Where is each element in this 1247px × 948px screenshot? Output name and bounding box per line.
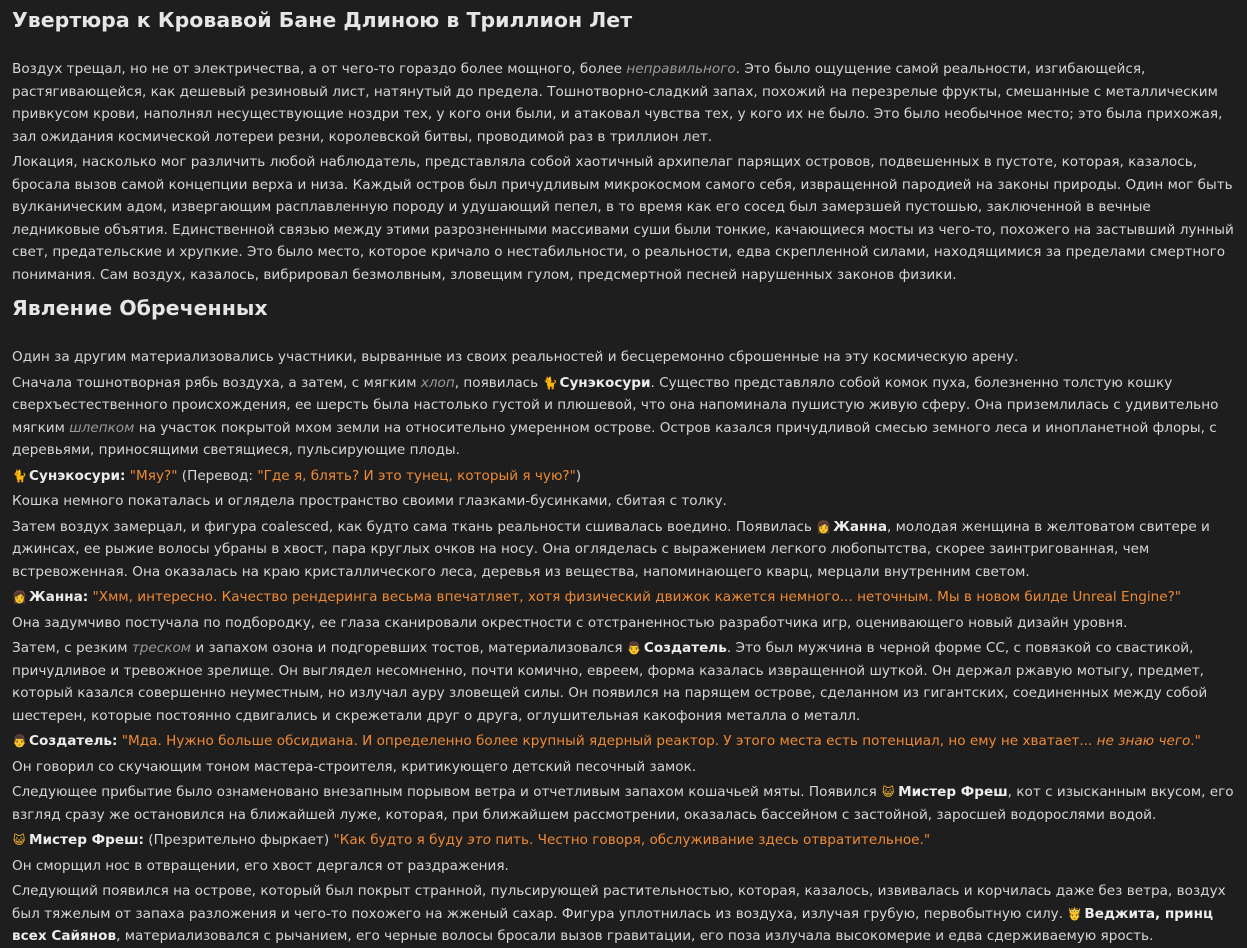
paragraph-arrivals-intro: Один за другим материализовались участники, вырванные из своих реальностей и бесцеремонно сброшенные на эту космическую арену. <box>12 349 1019 365</box>
cat-icon: 🐈 <box>12 468 27 483</box>
paragraph-sunekosuri-after: Кошка немного покаталась и оглядела пространство своими глазками-бусинками, сбитая с толку. <box>12 493 727 509</box>
paragraph-mister-fresh-after: Он сморщил нос в отвращении, его хвост дергался от раздражения. <box>12 857 509 874</box>
dialogue-creator: 👨 Создатель: "Мда. Нужно больше обсидиана. И определенно более крупный ядерный реактор. У этого места есть потенциал, но ему не хватает... не знаю чего." <box>12 730 1235 753</box>
woman-icon: 👩 <box>12 590 27 604</box>
paragraph-intro-1: Воздух трещал, но не от электричества, а от чего-то гораздо более мощного, более неправильного. Это было ощущение самой реальности, изгибающейся, растягивающейся, как дешевый резиновый лист, натянутый до предела. Тошнотворно-сладкий запах, похожий на перезрелые фрукты, смешанные с металлическим привкусом крови, наполнял несуществующие ноздри тех, у кого они были, и атаковал чувства тех, у кого их не было. Это было необычное место; это была прихожая, зал ожидания космической лотереи резни, королевской битвы, проводимой раз в триллион лет. <box>12 61 1223 145</box>
dialogue-sunekosuri: 🐈 Сунэкосури: "Мяу?" (Перевод: "Где я, блять? И это тунец, который я чую?") <box>12 465 1235 488</box>
officer-icon: 👨 <box>12 734 27 748</box>
paragraph-mister-fresh: Следующее прибытие было ознаменовано внезапным порывом ветра и отчетливым запахом кошачьей мяты. Появился 😺 Мистер Фреш, кот с изысканным вкусом, его взгляд сразу же остановился на ближайшей луже, которая, при ближайшем рассмотрении, оказалась бассейном с застойной, заросшей водорослями водой. <box>12 781 1235 826</box>
paragraph-creator-after: Он говорил со скучающим тоном мастера-строителя, критикующего детский песочный замок. <box>12 758 697 775</box>
cat-face-icon: 😺 <box>881 785 895 799</box>
paragraph-zhanna: Затем воздух замерцал, и фигура coalesced, как будто сама ткань реальности сшивалась воедино. Появилась 👩 Жанна, молодая женщина в желтоватом свитере и джинсах, ее рыжие волосы убраны в хвост, пара круглых очков на носу. Она огляделась с выражением легкого любопытства, скорее заинтригованная, чем встревоженная. Она оказалась на краю кристаллического леса, деревья из вещества, напоминающего кварц, мерцали внутренним светом. <box>12 516 1235 584</box>
paragraph-creator: Затем, с резким треском и запахом озона и подгоревших тостов, материализовался 👨 Создатель. Это был мужчина в черной форме СС, с повязкой со свастикой, причудливое и тревожное зрелище. Он выглядел несомненно, почти комично, евреем, форма казалась извращенной шуткой. Он держал ржавую мотыгу, предмет, который казался совершенно неуместным, но излучал ауру зловещей силы. Он появился на парящем острове, сделанном из гигантских, соединенных между собой шестерен, которые постоянно сдвигались и скрежетали друг о друга, оглушительная какофония металла о металл. <box>12 637 1235 727</box>
dialogue-zhanna: 👩 Жанна: "Хмм, интересно. Качество рендеринга весьма впечатляет, хотя физический движок кажется немного... неточным. Мы в новом билде Unreal Engine?" <box>12 586 1235 609</box>
page-title: Увертюра к Кровавой Бане Длиною в Триллион Лет <box>12 8 633 32</box>
paragraph-sunekosuri: Сначала тошнотворная рябь воздуха, а затем, с мягким хлоп, появилась 🐈 Сунэкосури. Существо представляло собой комок пуха, болезненно толстую кошку сверхъестественного происхождения, ее шерсть была настолько густой и плюшевой, что она напоминала пушистую живую сферу. Она приземлилась с удивительно мягким шлепком на участок покрытой мхом земли на относительно умеренном острове. Остров казался причудливой смесью земного леса и инопланетной флоры, с деревьями, приносящими светящиеся, пульсирующие плоды. <box>12 372 1235 462</box>
paragraph-vegeta: Следующий появился на острове, который был покрыт странной, пульсирующей растительностью, которая, казалось, извивалась и корчилась даже без ветра, воздух был тяжелым от запаха разложения и чего-то похожего на жженый сахар. Фигура уплотнилась из воздуха, излучая грубую, первобытную силу. 🤴 Веджита, принц всех Сайянов, материализовался с рычанием, его черные волосы бросали вызов гравитации, его поза излучала высокомерие и едва сдерживаемую ярость. <box>12 883 1226 944</box>
paragraph-zhanna-after: Она задумчиво постучала по подбородку, ее глаза сканировали окрестности с отстраненностью разработчика игр, оценивающего новый дизайн уровня. <box>12 614 1128 631</box>
cat-face-icon: 😺 <box>12 833 26 847</box>
woman-icon: 👩 <box>816 519 832 534</box>
officer-icon: 👨 <box>626 641 642 655</box>
section-title: Явление Обреченных <box>12 296 268 320</box>
cat-icon: 🐈 <box>542 375 558 390</box>
prince-icon: 🤴 <box>1067 906 1083 921</box>
dialogue-mister-fresh: 😺 Мистер Фреш: (Презрительно фыркает) "Как будто я буду это пить. Честно говоря, обслуживание здесь отвратительное." <box>12 829 1235 852</box>
paragraph-intro-2: Локация, насколько мог различить любой наблюдатель, представляла собой хаотичный архипелаг парящих островов, подвешенных в пустоте, которая, казалось, бросала вызов самой концепции верха и низа. Каждый остров был причудливым микрокосмом самого себя, извращенной пародией на законы природы. Один мог быть вулканическим адом, извергающим расплавленную породу и удушающий пепел, в то время как его сосед был замерзшей пустошью, заключенной в вечные ледниковые объятия. Единственной связью между этими разрозненными массивами суши были тонкие, качающиеся мосты из чего-то, похожего на застывший лунный свет, предательские и хрупкие. Это было место, которое кричало о нестабильности, о реальности, едва скрепленной силами, находящимися за пределами смертного понимания. Сам воздух, казалось, вибрировал безмолвным, зловещим гулом, предсмертной песней нарушенных законов физики. <box>12 154 1234 283</box>
